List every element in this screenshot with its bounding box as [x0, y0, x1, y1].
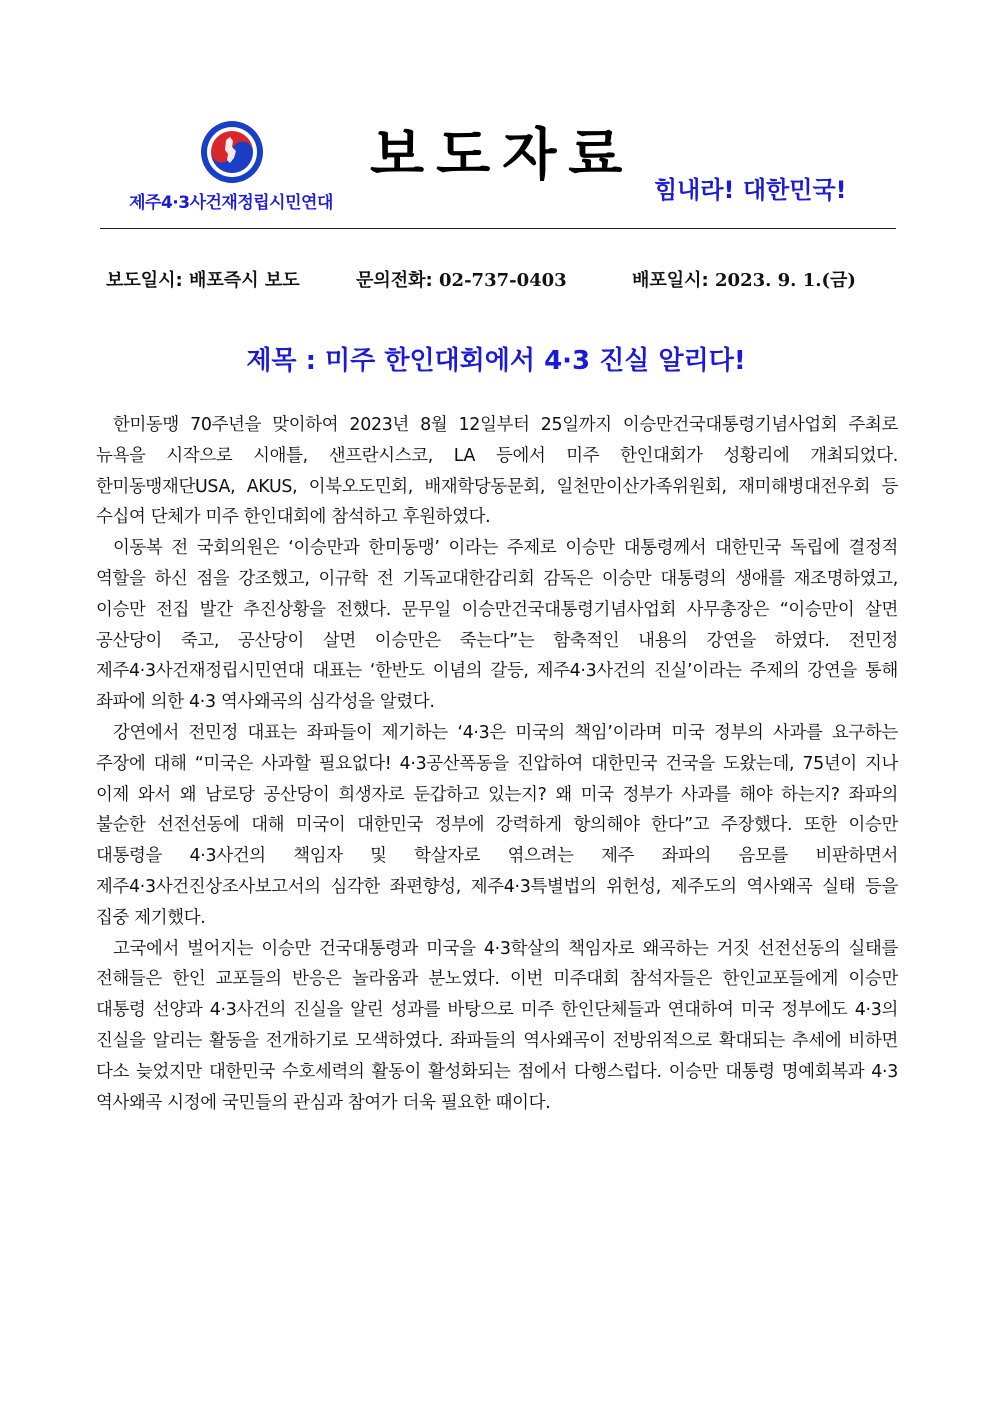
release-date-label: 배포일시:: [632, 270, 709, 291]
report-time-label: 보도일시:: [106, 270, 183, 291]
headline: 제목 : 미주 한인대회에서 4·3 진실 알리다!: [246, 346, 746, 376]
contact-phone: [356, 266, 567, 292]
taegeuk-korea-emblem-icon: [200, 120, 264, 184]
release-date: [632, 266, 856, 292]
paragraph: 한미동맹 70주년을 맞이하여 2023년 8월 12일부터 25일까지 이승만건국대통령기념사업회 주최로 뉴욕을 시작으로 시애틀, 샌프란시스코, LA 등에서 미주 한인대회가 성황리에 개최되었다. 한미동맹재단USA, AKUS, 이북오도민회, 배재학당동문회, 일천만이산가족위원회, 재미해병대전우회 등 수십여 단체가 미주 한인대회에 참석하고 후원하였다.: [96, 415, 898, 528]
report-time-value: 배포즉시 보도: [189, 270, 300, 291]
paragraph: 이동복 전 국회의원은 ‘이승만과 한미동맹’ 이라는 주제로 이승만 대통령께서 대한민국 독립에 결정적 역할을 하신 점을 강조했고, 이규학 전 기독교대한감리회 감독은 이승만 대통령의 생애를 재조명하였고, 이승만 전집 발간 추진상황을 전했다. 문무일 이승만건국대통령기념사업회 사무총장은 “이승만이 살면 공산당이 죽고, 공산당이 살면 이승만은 죽는다”는 함축적인 내용의 강연을 하였다. 전민정 제주4·3사건재정립시민연대 대표는 ‘한반도 이념의 갈등, 제주4·3사건의 진실’이라는 주제의 강연을 통해 좌파에 의한 4·3 역사왜곡의 심각성을 알렸다.: [96, 538, 898, 713]
organization-name: 제주4·3사건재정립시민연대: [129, 193, 333, 213]
report-time: [106, 266, 300, 292]
release-date-value: 2023. 9. 1.(금): [715, 270, 856, 291]
contact-phone-label: 문의전화:: [356, 270, 433, 291]
slogan: 힘내라! 대한민국!: [654, 176, 847, 204]
paragraph: 고국에서 벌어지는 이승만 건국대통령과 미국을 4·3학살의 책임자로 왜곡하는 거짓 선전선동의 실태를 전해들은 한인 교포들의 반응은 놀라움과 분노였다. 이번 미주대회 참석자들은 한인교포들에게 이승만 대통령 선양과 4·3사건의 진실을 알린 성과를 바탕으로 미주 한인단체들과 연대하여 미국 정부에도 4·3의 진실을 알리는 활동을 전개하기로 모색하였다. 좌파들의 역사왜곡이 전방위적으로 확대되는 추세에 비하면 다소 늦었지만 대한민국 수호세력의 활동이 활성화되는 점에서 다행스럽다. 이승만 대통령 명예회복과 4·3 역사왜곡 시정에 국민들의 관심과 참여가 더욱 필요한 때이다.: [96, 938, 898, 1113]
contact-phone-value: 02-737-0403: [439, 270, 567, 291]
article-body: [96, 410, 898, 1118]
paragraph: 강연에서 전민정 대표는 좌파들이 제기하는 ‘4·3은 미국의 책임’이라며 미국 정부의 사과를 요구하는 주장에 대해 “미국은 사과할 필요없다! 4·3공산폭동을 진압하여 대한민국 건국을 도왔는데, 75년이 지나 이제 와서 왜 남로당 공산당이 희생자로 둔갑하고 있는지? 왜 미국 정부가 사과를 해야 하는지? 좌파의 불순한 선전선동에 대해 미국이 대한민국 정부에 강력하게 항의해야 한다”고 주장했다. 또한 이승만 대통령을 4·3사건의 책임자 및 학살자로 엮으려는 제주 좌파의 음모를 비판하면서 제주4·3사건진상조사보고서의 심각한 좌편향성, 제주4·3특별법의 위헌성, 제주도의 역사왜곡 실태 등을 집중 제기했다.: [96, 722, 898, 928]
document-title: 보도자료: [370, 123, 635, 188]
header-divider: [100, 228, 896, 229]
